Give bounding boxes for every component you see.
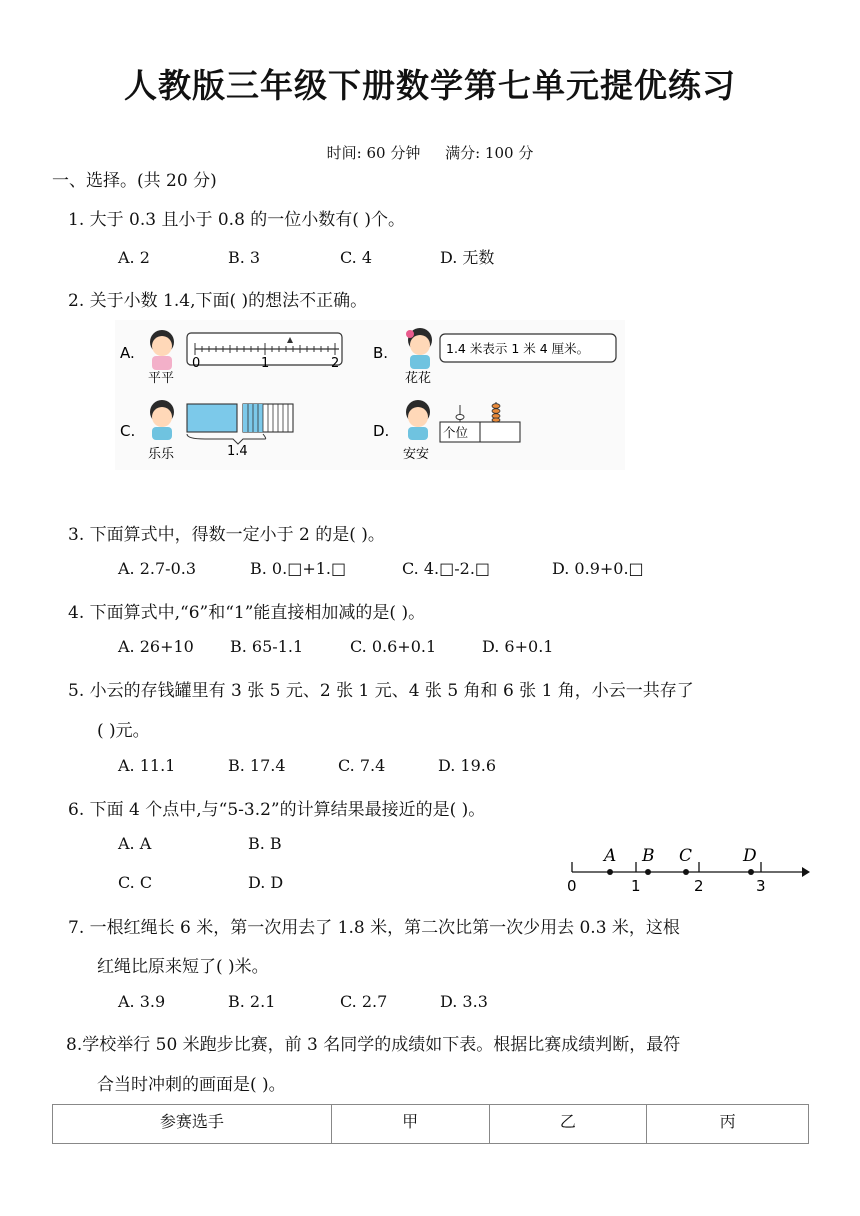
nl-tick-3: 3 — [756, 877, 766, 895]
q7-option-d[interactable]: D. 3.3 — [440, 992, 488, 1011]
point-b-label: B — [642, 846, 655, 866]
q4-option-c[interactable]: C. 0.6+0.1 — [350, 637, 437, 656]
q1-options — [118, 245, 494, 268]
full-score: 满分: 100 分 — [445, 144, 534, 162]
q4-option-b[interactable]: B. 65-1.1 — [230, 637, 304, 656]
q5-option-a[interactable]: A. 11.1 — [118, 756, 176, 775]
question-8-cont: 合当时冲刺的画面是( )。 — [97, 1075, 286, 1095]
char-name-huahua: 花花 — [405, 371, 432, 386]
q3-option-d[interactable]: D. 0.9+0.□ — [552, 559, 644, 578]
question-7: 7. 一根红绳长 6 米，第一次用去了 1.8 米，第二次比第一次少用去 0.3 米，这根 — [68, 918, 680, 938]
option-b-letter: B. — [373, 344, 389, 362]
q3-option-c[interactable]: C. 4.□-2.□ — [402, 559, 491, 578]
question-5: 5. 小云的存钱罐里有 3 张 5 元、2 张 1 元、4 张 5 角和 6 张 1 角，小云一共存了 — [68, 681, 694, 701]
q4-option-d[interactable]: D. 6+0.1 — [482, 637, 554, 656]
boy-avatar-icon — [406, 400, 430, 440]
point-d — [748, 869, 754, 875]
q4-option-a[interactable]: A. 26+10 — [118, 637, 194, 656]
point-a-label: A — [604, 846, 617, 866]
q6-options-row1 — [118, 834, 282, 853]
ruler-tick-1: 1 — [261, 356, 270, 371]
q5-option-b[interactable]: B. 17.4 — [228, 756, 286, 775]
q1-option-a[interactable]: A. 2 — [118, 248, 150, 267]
arrow-right-icon — [802, 867, 810, 877]
boy-avatar-icon — [150, 400, 174, 440]
question-7-cont: 红绳比原来短了( )米。 — [97, 957, 269, 977]
q7-options — [118, 992, 488, 1011]
question-6: 6. 下面 4 个点中,与“5-3.2”的计算结果最接近的是( )。 — [68, 800, 486, 820]
question-5-cont: ( )元。 — [97, 721, 150, 741]
point-b — [645, 869, 651, 875]
speech-text: 1.4 米表示 1 米 4 厘米。 — [446, 341, 590, 356]
question-3: 3. 下面算式中，得数一定小于 2 的是( )。 — [68, 525, 385, 545]
q1-option-b[interactable]: B. 3 — [228, 248, 261, 267]
table-header-bing: 丙 — [647, 1105, 809, 1144]
q7-option-c[interactable]: C. 2.7 — [340, 992, 388, 1011]
q7-option-b[interactable]: B. 2.1 — [228, 992, 276, 1011]
char-name-lele: 乐乐 — [148, 447, 175, 462]
q1-option-d[interactable]: D. 无数 — [440, 248, 495, 267]
q2-figure — [115, 320, 625, 470]
page-title: 人教版三年级下册数学第七单元提优练习 — [124, 66, 736, 105]
time-limit: 时间: 60 分钟 — [326, 144, 421, 162]
q3-option-a[interactable]: A. 2.7-0.3 — [118, 559, 197, 578]
q7-option-a[interactable]: A. 3.9 — [118, 992, 166, 1011]
q4-options — [118, 637, 553, 656]
brace-value: 1.4 — [227, 444, 248, 459]
option-a-letter: A. — [120, 344, 135, 362]
q6-option-a[interactable]: A. A — [118, 834, 152, 853]
q6-options-row2 — [118, 873, 283, 892]
ruler-tick-0: 0 — [192, 356, 201, 371]
point-d-label: D — [743, 846, 757, 866]
q3-option-b[interactable]: B. 0.□+1.□ — [250, 559, 347, 578]
ruler-tick-2: 2 — [331, 356, 340, 371]
q5-option-d[interactable]: D. 19.6 — [438, 756, 497, 775]
table-header-yi: 乙 — [489, 1105, 647, 1144]
nl-tick-1: 1 — [631, 877, 641, 895]
table-row — [53, 1105, 809, 1144]
nl-tick-0: 0 — [567, 877, 577, 895]
q5-options — [118, 756, 496, 775]
question-8: 8.学校举行 50 米跑步比赛，前 3 名同学的成绩如下表。根据比赛成绩判断，最符 — [66, 1035, 681, 1055]
point-c — [683, 869, 689, 875]
q1-option-c[interactable]: C. 4 — [340, 248, 373, 267]
abacus-bead-icon — [456, 415, 464, 420]
question-4: 4. 下面算式中,“6”和“1”能直接相加减的是( )。 — [68, 603, 426, 623]
question-2: 2. 关于小数 1.4,下面( )的想法不正确。 — [68, 291, 368, 311]
table-header-participant: 参赛选手 — [53, 1105, 332, 1144]
option-c-letter: C. — [120, 422, 136, 440]
char-name-anan: 安安 — [403, 447, 430, 462]
place-label: 个位 — [443, 425, 469, 440]
abacus-beads-icon — [492, 404, 500, 422]
question-1: 1. 大于 0.3 且小于 0.8 的一位小数有( )个。 — [68, 210, 405, 230]
nl-tick-2: 2 — [694, 877, 704, 895]
exam-meta — [0, 142, 860, 163]
full-block — [187, 404, 237, 432]
number-line — [560, 840, 810, 896]
q3-options — [118, 559, 644, 578]
option-d-letter: D. — [373, 422, 390, 440]
results-table — [52, 1104, 809, 1144]
section-heading: 一、选择。(共 20 分) — [52, 171, 217, 191]
point-a — [607, 869, 613, 875]
q6-option-b[interactable]: B. B — [248, 834, 282, 853]
point-c-label: C — [679, 846, 693, 866]
q6-option-c[interactable]: C. C — [118, 873, 153, 892]
q6-option-d[interactable]: D. D — [248, 873, 284, 892]
q5-option-c[interactable]: C. 7.4 — [338, 756, 386, 775]
char-name-pingping: 平平 — [148, 371, 175, 386]
girl-avatar-icon — [150, 330, 174, 370]
table-header-jia: 甲 — [331, 1105, 489, 1144]
